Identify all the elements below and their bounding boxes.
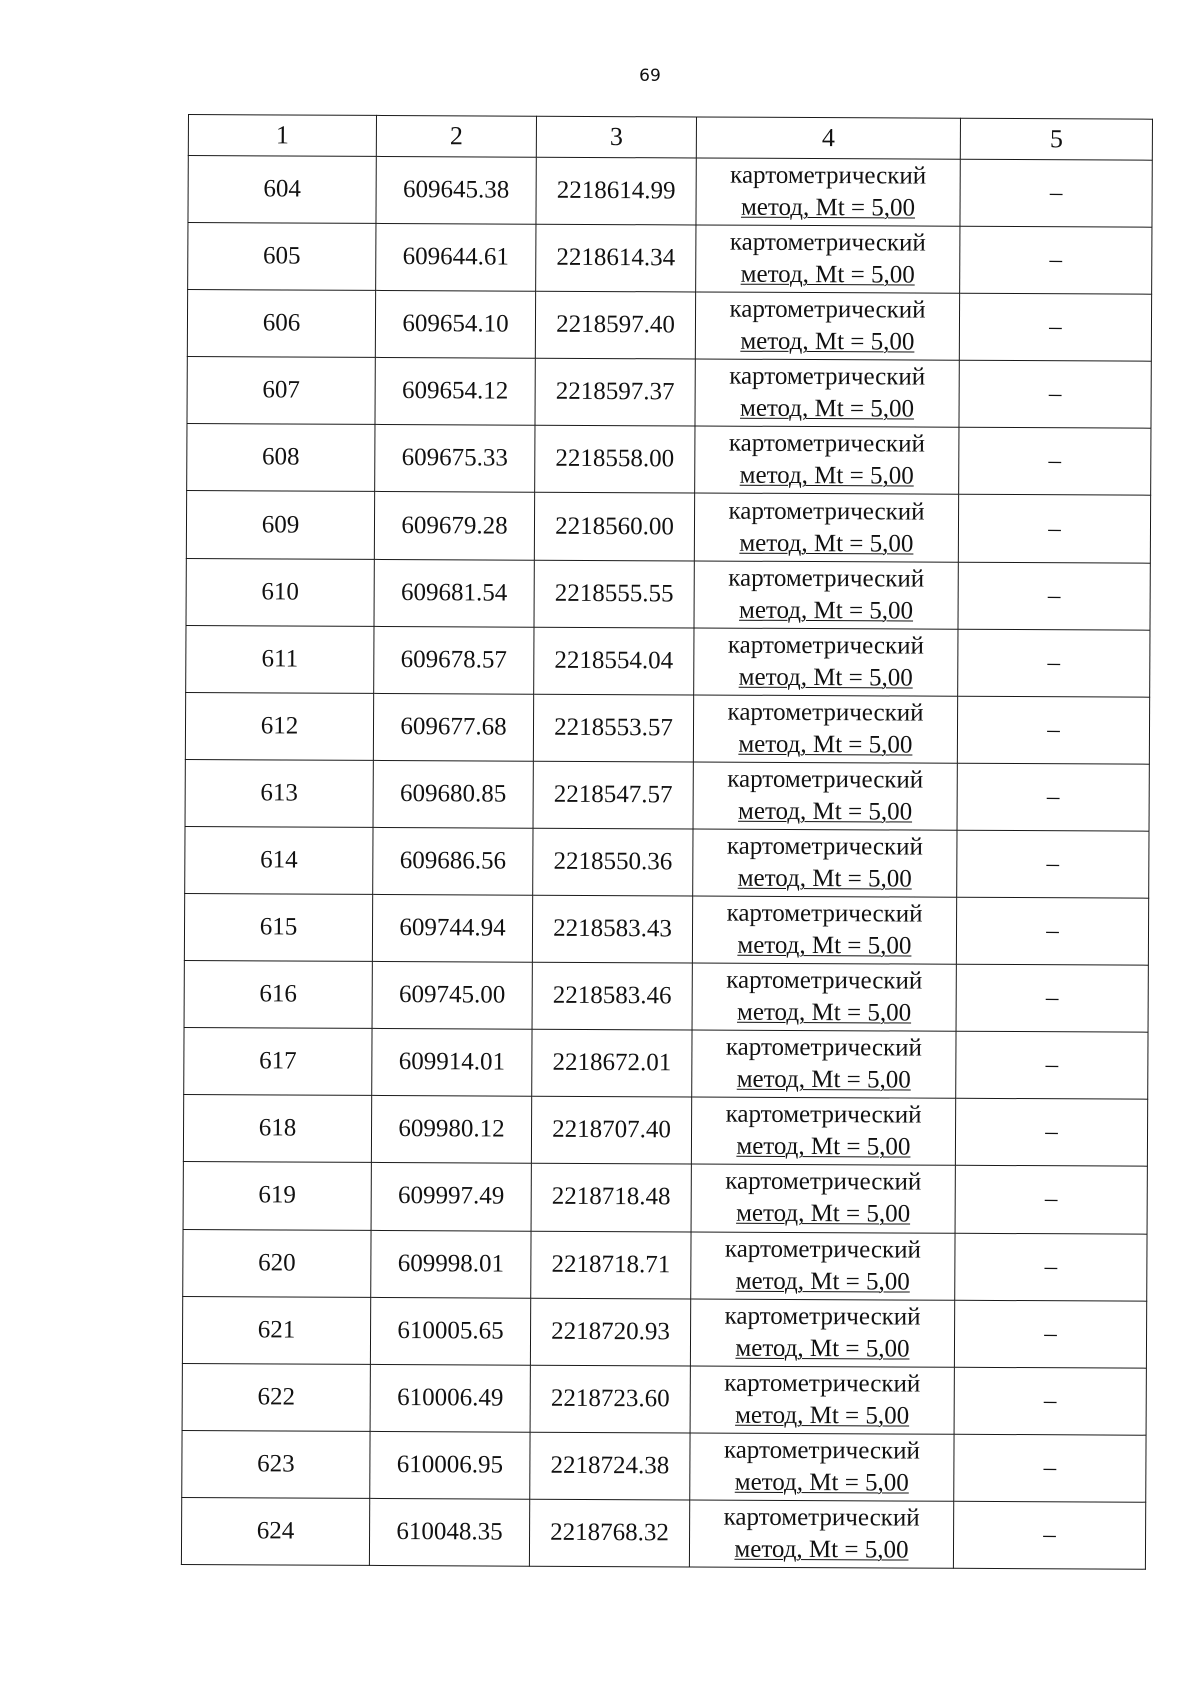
method-cell [695,292,959,360]
note-cell: – [957,696,1149,764]
coordinate-x-cell: 610006.95 [370,1431,530,1499]
coordinate-y-cell: 2218707.40 [531,1097,691,1165]
coordinate-y-cell: 2218547.57 [533,761,693,829]
header-cell-1: 1 [188,115,376,157]
method-cell [691,1231,955,1299]
method-line-1: картометрический [725,1033,922,1062]
point-number-cell: 606 [187,290,375,358]
method-line-2: метод, Mt = 5,00 [738,596,914,625]
method-line-1: картометрический [723,1503,920,1532]
point-number-cell: 618 [183,1095,371,1163]
coordinate-x-cell: 609680.85 [373,760,533,828]
table-row [188,223,1152,295]
method-line-1: картометрический [724,1369,921,1398]
table-row [186,558,1150,630]
coordinate-y-cell: 2218718.48 [531,1164,691,1232]
method-line-1: картометрический [729,295,926,324]
note-cell: – [959,361,1151,429]
table-row [187,424,1151,496]
coordinate-y-cell: 2218614.34 [536,224,696,292]
note-cell: – [958,629,1150,697]
method-line-2: метод, Mt = 5,00 [737,998,912,1027]
method-line-1: картометрический [724,1235,922,1264]
table-header [188,115,1152,161]
point-number-cell: 604 [188,156,376,224]
method-line-1: картометрический [729,362,926,391]
table-row [185,759,1149,831]
coordinate-x-cell: 609678.57 [374,626,534,694]
coordinate-y-cell: 2218724.38 [530,1432,690,1500]
point-number-cell: 620 [183,1229,371,1297]
coordinate-x-cell: 609686.56 [373,827,533,895]
method-cell [691,1164,955,1232]
coordinate-x-cell: 609745.00 [372,962,532,1030]
note-cell: – [960,226,1152,294]
table-row [187,357,1151,429]
method-line-1: картометрический [726,832,923,861]
header-cell-2: 2 [376,115,536,157]
note-cell: – [953,1501,1145,1569]
table-body [181,156,1152,1570]
method-line-2: метод, Mt = 5,00 [740,193,916,222]
note-cell: – [958,562,1150,630]
note-cell: – [959,428,1151,496]
point-number-cell: 624 [181,1497,369,1565]
note-cell: – [958,495,1150,563]
note-cell: – [956,897,1148,965]
table-row [184,961,1148,1033]
method-line-1: картометрический [729,228,926,257]
method-line-2: метод, Mt = 5,00 [739,395,915,423]
coordinate-y-cell: 2218558.00 [535,426,695,494]
method-line-2: метод, Mt = 5,00 [737,931,912,960]
coordinate-y-cell: 2218718.71 [531,1231,691,1299]
method-cell [694,628,958,696]
table-row [184,894,1148,966]
method-cell [695,426,959,494]
note-cell: – [959,293,1151,361]
method-line-2: метод, Mt = 5,00 [734,1468,909,1497]
method-line-1: картометрический [725,1168,922,1197]
method-line-1: картометрический [727,631,924,660]
coordinate-x-cell: 609654.10 [375,291,535,359]
table-row [185,826,1149,898]
method-line-2: метод, Mt = 5,00 [735,1401,910,1430]
coordinate-y-cell: 2218597.37 [535,358,695,426]
coordinate-x-cell: 610005.65 [370,1297,530,1365]
method-line-1: картометрический [730,161,927,190]
note-cell: – [956,1031,1148,1099]
method-cell [689,1500,953,1568]
method-line-2: метод, Mt = 5,00 [736,1065,911,1094]
method-line-2: метод, Mt = 5,00 [740,260,915,289]
point-number-cell: 613 [185,759,373,827]
header-row [188,115,1152,161]
table-row [183,1095,1147,1167]
note-cell: – [957,763,1149,831]
method-line-2: метод, Mt = 5,00 [738,663,913,692]
coordinate-x-cell: 609644.61 [376,224,536,292]
coordinate-y-cell: 2218614.99 [536,157,696,225]
method-line-2: метод, Mt = 5,00 [738,797,913,826]
method-line-2: метод, Mt = 5,00 [740,327,915,356]
header-cell-3: 3 [536,116,696,158]
coordinate-x-cell: 610048.35 [369,1498,529,1566]
point-number-cell: 608 [187,424,375,492]
coordinate-x-cell: 609654.12 [375,358,535,426]
method-cell [693,695,957,763]
method-line-1: картометрический [728,430,925,459]
method-line-2: метод, Mt = 5,00 [735,1267,910,1296]
method-line-1: картометрический [727,698,924,727]
coordinate-y-cell: 2218555.55 [534,560,694,628]
method-cell [690,1366,954,1434]
point-number-cell: 605 [188,223,376,291]
coordinate-y-cell: 2218560.00 [534,493,694,561]
method-line-1: картометрический [728,497,925,526]
method-cell [696,225,960,293]
note-cell: – [956,964,1148,1032]
point-number-cell: 610 [186,558,374,626]
coordinate-x-cell: 609681.54 [374,559,534,627]
coordinate-y-cell: 2218768.32 [529,1499,689,1567]
coordinates-table [181,114,1153,1570]
point-number-cell: 617 [184,1028,372,1096]
coordinate-x-cell: 609997.49 [371,1163,531,1231]
header-cell-5: 5 [960,118,1152,160]
note-cell: – [960,159,1152,227]
coordinate-y-cell: 2218723.60 [530,1365,690,1433]
coordinate-y-cell: 2218553.57 [533,694,693,762]
method-cell [692,896,956,964]
table-row [188,156,1152,228]
method-line-1: картометрический [728,564,925,593]
method-line-1: картометрический [723,1436,921,1465]
coordinate-x-cell: 609677.68 [373,693,533,761]
coordinate-x-cell: 610006.49 [370,1364,530,1432]
method-cell [695,359,959,427]
coordinate-x-cell: 609645.38 [376,156,536,224]
note-cell: – [955,1099,1147,1167]
method-cell [690,1433,954,1501]
coordinate-y-cell: 2218583.43 [532,895,692,963]
coordinate-y-cell: 2218672.01 [532,1029,692,1097]
table-row [185,692,1149,764]
table-row [183,1162,1147,1234]
table-row [187,290,1151,362]
point-number-cell: 622 [182,1363,370,1431]
method-cell [693,829,957,897]
method-line-2: метод, Mt = 5,00 [737,864,912,893]
point-number-cell: 609 [186,491,374,559]
point-number-cell: 615 [184,894,372,962]
coordinate-y-cell: 2218720.93 [530,1298,690,1366]
table-row [186,491,1150,563]
method-line-2: метод, Mt = 5,00 [736,1133,911,1161]
page-number: 69 [639,66,661,86]
point-number-cell: 621 [182,1296,370,1364]
method-line-2: метод, Mt = 5,00 [738,730,913,759]
point-number-cell: 616 [184,961,372,1029]
table-row [182,1296,1146,1368]
coordinate-y-cell: 2218550.36 [533,828,693,896]
method-line-1: картометрический [724,1302,921,1331]
method-line-2: метод, Mt = 5,00 [734,1535,909,1564]
method-line-2: метод, Mt = 5,00 [736,1200,911,1228]
coordinate-y-cell: 2218583.46 [532,962,692,1030]
coordinate-y-cell: 2218554.04 [534,627,694,695]
method-line-2: метод, Mt = 5,00 [739,529,914,558]
method-line-2: метод, Mt = 5,00 [735,1334,910,1363]
point-number-cell: 623 [182,1430,370,1498]
coordinate-x-cell: 609679.28 [374,492,534,560]
note-cell: – [955,1166,1147,1234]
method-line-1: картометрический [727,765,924,794]
table-row [186,625,1150,697]
method-cell [692,1030,956,1098]
method-line-2: метод, Mt = 5,00 [739,462,914,490]
table-row [182,1430,1146,1502]
table-row [184,1028,1148,1100]
method-cell [694,561,958,629]
note-cell: – [955,1233,1147,1301]
method-cell [696,158,960,226]
table-row [181,1497,1145,1569]
method-line-1: картометрический [726,899,923,928]
note-cell: – [954,1367,1146,1435]
method-cell [690,1299,954,1367]
method-line-1: картометрический [726,966,923,995]
point-number-cell: 619 [183,1162,371,1230]
method-cell [694,493,958,561]
point-number-cell: 611 [186,625,374,693]
header-cell-4: 4 [696,117,960,159]
coordinate-x-cell: 609744.94 [372,894,532,962]
method-cell [692,963,956,1031]
note-cell: – [957,830,1149,898]
point-number-cell: 612 [185,692,373,760]
table-row [183,1229,1147,1301]
table-row [182,1363,1146,1435]
method-cell [691,1097,955,1165]
coordinate-x-cell: 609980.12 [371,1096,531,1164]
coordinate-x-cell: 609675.33 [375,425,535,493]
method-cell [693,762,957,830]
coordinate-x-cell: 609914.01 [372,1029,532,1097]
point-number-cell: 614 [185,826,373,894]
point-number-cell: 607 [187,357,375,425]
method-line-1: картометрический [725,1100,922,1129]
note-cell: – [954,1300,1146,1368]
note-cell: – [954,1434,1146,1502]
coordinate-x-cell: 609998.01 [371,1230,531,1298]
coordinate-y-cell: 2218597.40 [535,291,695,359]
